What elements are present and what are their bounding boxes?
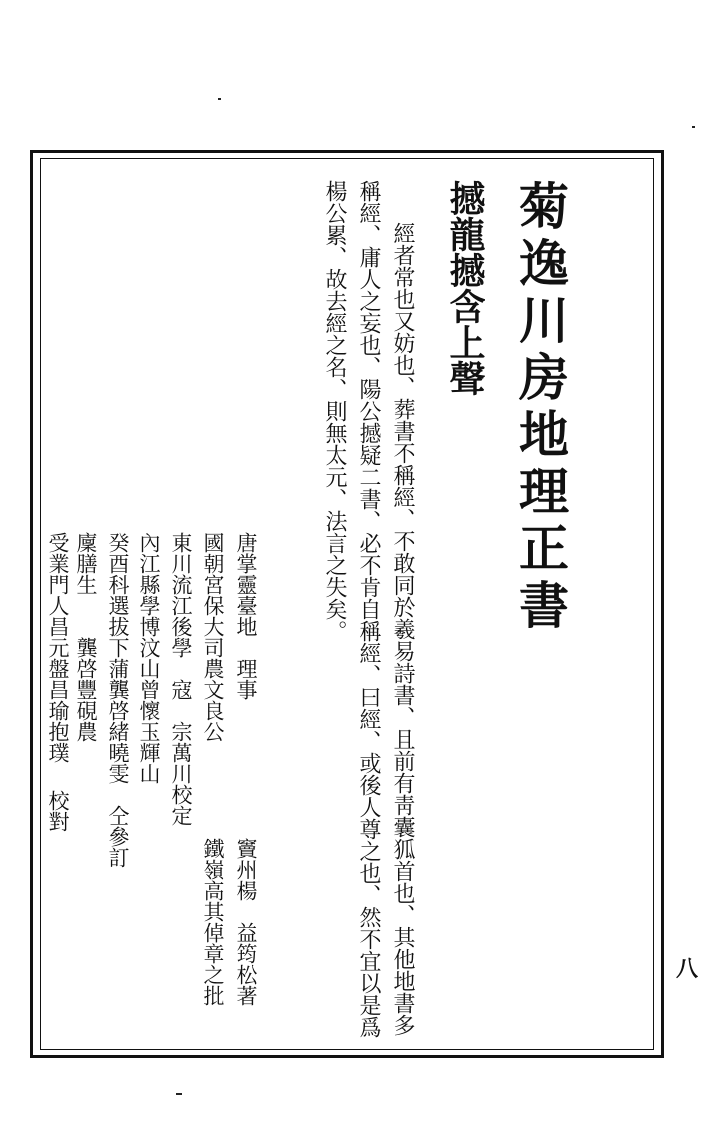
credit-reviser-2: 癸酉科選拔下蒲龔啓緒曉雯 仝參訂: [106, 532, 130, 868]
body-line-2: 稱經、庸人之妄也、陽公撼疑二書、必不肯自稱經、曰經、或後人尊之也、然不宜以是爲: [356, 180, 381, 1038]
book-title: 菊逸川房地理正書: [511, 180, 570, 636]
credit-commentator-title: 國朝宮保大司農文良公: [201, 532, 225, 742]
body-line-3: 楊公累、故去經之名、則無太元、法言之失矣。: [322, 180, 347, 642]
credit-commentator-name: 鐵嶺高其倬章之批: [201, 838, 225, 1006]
credit-author-name: 竇州楊 益筠松著: [234, 838, 258, 1006]
scan-speck: [176, 1093, 182, 1095]
credit-reviser-1: 內江縣學博汶山曾懷玉輝山: [137, 532, 161, 784]
credit-author-title: 唐掌靈臺地 理事: [234, 532, 258, 700]
credit-proofreader-role: 校對: [46, 790, 70, 832]
credit-editor: 東川流江後學 寇 宗萬川校定: [169, 532, 193, 826]
scan-speck: [692, 126, 695, 128]
body-line-1: 經者常也又妨也、葬書不稱經、不敢同於羲易詩書、且前有靑囊狐首也、其他地書多: [390, 222, 415, 1036]
credit-reviser-3: 廩膳生 龔啓豐硯農: [74, 532, 98, 742]
credit-proofreader: 受業門人昌元盤昌瑜抱璞: [46, 532, 70, 763]
chapter-title: 撼龍撼含上聲: [444, 180, 486, 396]
page-number: 八: [676, 956, 699, 982]
scan-speck: [218, 98, 221, 100]
